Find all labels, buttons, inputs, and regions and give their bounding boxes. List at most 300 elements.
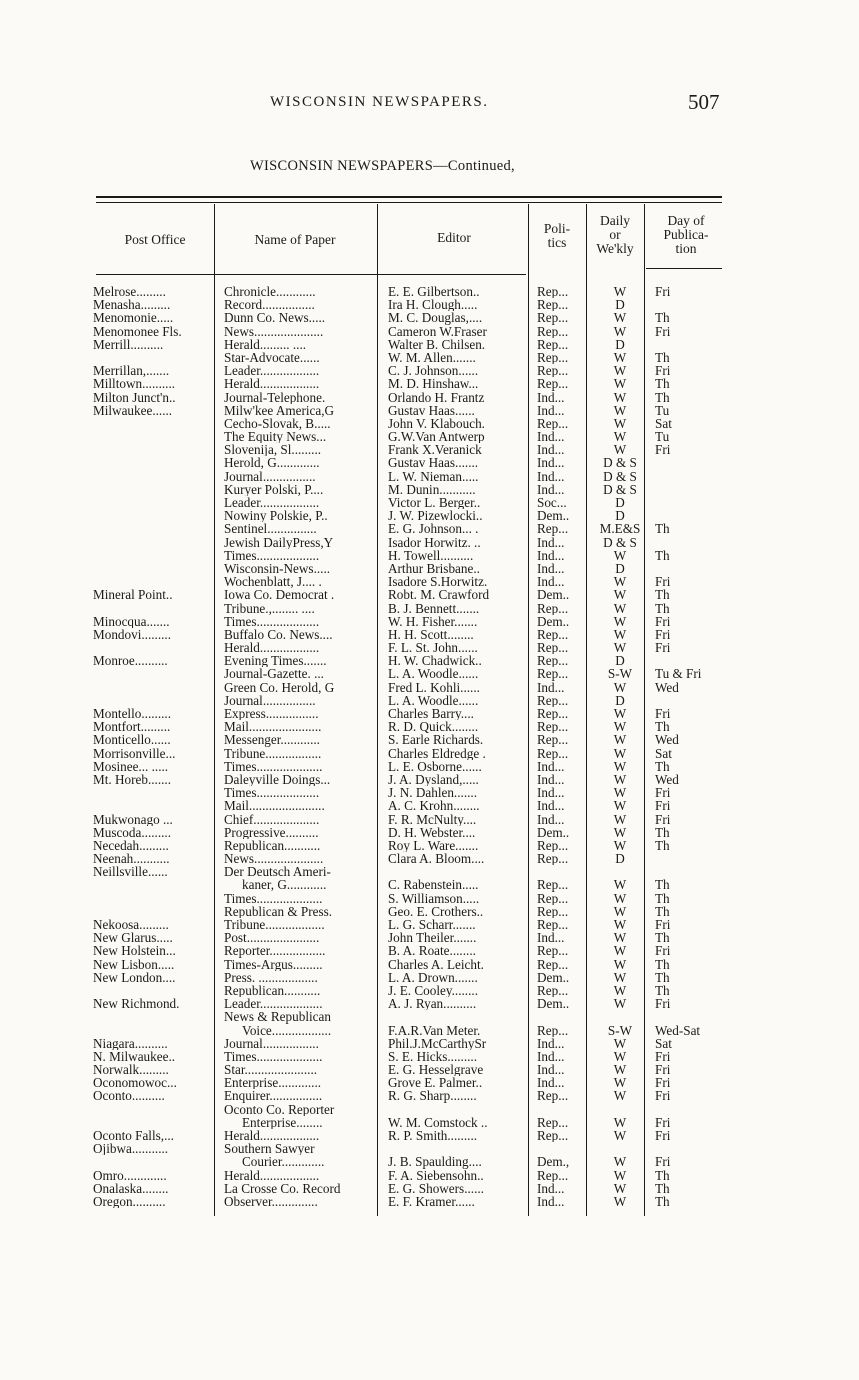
paper-name-cell: The Equity News... xyxy=(224,430,327,444)
table-row xyxy=(0,747,859,760)
publication-day-cell: Fri xyxy=(655,1063,671,1077)
editor-cell: M. Dunin........... xyxy=(388,482,476,497)
table-row xyxy=(0,852,859,865)
daily-weekly-cell: W xyxy=(613,799,627,813)
paper-name-cell: Green Co. Herold, G xyxy=(224,680,335,694)
publication-day-cell: Wed xyxy=(655,772,679,787)
table-row xyxy=(0,654,859,667)
daily-weekly-cell: S-W xyxy=(607,1023,633,1037)
publication-day-cell: Fri xyxy=(655,575,671,589)
editor-cell: John Theiler....... xyxy=(388,931,477,945)
editor-cell: M. C. Douglas,.... xyxy=(388,311,483,325)
editor-cell: L. A. Woodle...... xyxy=(388,667,479,681)
politics-cell: Ind... xyxy=(537,535,565,549)
paper-name-cell: Observer.............. xyxy=(224,1194,318,1209)
table-row xyxy=(0,470,859,483)
politics-cell: Rep... xyxy=(537,522,569,536)
daily-weekly-cell: W xyxy=(613,746,627,760)
paper-name-cell: Sentinel............... xyxy=(224,522,317,536)
paper-name-cell: Record................ xyxy=(224,298,315,312)
editor-cell: Phil.J.McCarthySr xyxy=(388,1036,487,1050)
publication-day-cell: Fri xyxy=(655,786,671,800)
daily-weekly-cell: W xyxy=(613,390,627,404)
publication-day-cell: Fri xyxy=(655,285,671,299)
editor-cell: J. B. Spaulding.... xyxy=(388,1155,482,1169)
editor-cell: C. Rabenstein..... xyxy=(388,878,479,892)
politics-cell: Rep... xyxy=(537,838,569,853)
table-row xyxy=(0,694,859,707)
publication-day-cell: Th xyxy=(655,588,670,602)
daily-weekly-cell: D xyxy=(615,509,625,523)
publication-day-cell: Th xyxy=(655,601,670,615)
daily-weekly-cell: W xyxy=(613,931,627,945)
publication-day-cell: Th xyxy=(655,957,670,971)
publication-day-cell: Tu & Fri xyxy=(655,667,702,681)
table-row xyxy=(0,298,859,311)
editor-cell: F.A.R.Van Meter. xyxy=(388,1023,481,1037)
daily-weekly-cell: W xyxy=(613,548,627,562)
table-row xyxy=(0,615,859,628)
paper-name-cell: Star...................... xyxy=(224,1063,318,1077)
post-office-cell: Onalaska........ xyxy=(93,1181,169,1195)
paper-name-cell: Times.................... xyxy=(224,759,323,773)
paper-name-cell: Tribune................. xyxy=(224,746,322,760)
editor-cell: Geo. E. Crothers.. xyxy=(388,904,484,919)
publication-day-cell: Th xyxy=(655,377,670,391)
daily-weekly-cell: M.E&S xyxy=(599,522,641,536)
publication-day-cell: Th xyxy=(655,1168,670,1182)
daily-weekly-cell: W xyxy=(613,1089,627,1103)
table-row xyxy=(0,786,859,799)
editor-cell: J. A. Dysland,..... xyxy=(388,772,479,787)
table-row xyxy=(0,351,859,364)
table-row xyxy=(0,1037,859,1050)
table-row xyxy=(0,430,859,443)
editor-cell: E. E. Gilbertson.. xyxy=(388,285,480,299)
daily-weekly-cell: W xyxy=(613,772,627,787)
editor-cell: L. A. Woodle...... xyxy=(388,693,479,708)
publication-day-cell: Fri xyxy=(655,812,671,826)
politics-cell: Rep... xyxy=(537,891,569,905)
table-row xyxy=(0,1142,859,1155)
editor-cell: S. Earle Richards. xyxy=(388,733,484,747)
politics-cell: Rep... xyxy=(537,957,569,971)
publication-day-cell: Th xyxy=(655,904,670,919)
paper-name-cell: Herald......... .... xyxy=(224,337,307,351)
paper-name-cell: Southern Sawyer xyxy=(224,1142,315,1156)
daily-weekly-cell: D xyxy=(615,298,625,312)
post-office-cell: Mosinee... ..... xyxy=(93,759,169,773)
table-row xyxy=(0,536,859,549)
paper-name-cell: Express................ xyxy=(224,707,319,721)
politics-cell: Ind... xyxy=(537,469,565,483)
paper-name-cell: Journal-Gazette. ... xyxy=(224,667,324,681)
politics-cell: Rep... xyxy=(537,364,569,378)
politics-cell: Dem.. xyxy=(537,588,570,602)
post-office-cell: Montfort......... xyxy=(93,720,171,734)
daily-weekly-cell: W xyxy=(613,733,627,747)
table-row xyxy=(0,931,859,944)
publication-day-cell: Th xyxy=(655,350,670,365)
daily-weekly-cell: W xyxy=(613,285,627,299)
paper-name-cell: Voice.................. xyxy=(242,1023,332,1037)
table-row xyxy=(0,667,859,680)
daily-weekly-cell: W xyxy=(613,601,627,615)
paper-name-cell: Press. .................. xyxy=(224,970,318,984)
running-title: WISCONSIN NEWSPAPERS. xyxy=(270,94,489,110)
editor-cell: Victor L. Berger.. xyxy=(388,496,481,510)
post-office-cell: Merrillan,....... xyxy=(93,364,170,378)
daily-weekly-cell: W xyxy=(613,416,627,431)
daily-weekly-cell: W xyxy=(613,1194,627,1209)
paper-name-cell: Star-Advocate...... xyxy=(224,350,320,365)
post-office-cell: Mukwonago ... xyxy=(93,812,173,826)
post-office-cell: Mineral Point.. xyxy=(93,588,173,602)
post-office-cell: Montello......... xyxy=(93,707,172,721)
paper-name-cell: Nowiny Polskie, P.. xyxy=(224,509,328,523)
paper-name-cell: Republican........... xyxy=(224,983,321,998)
header-daily-or-weekly: Daily or We'kly xyxy=(596,213,634,256)
daily-weekly-cell: S-W xyxy=(607,667,633,681)
publication-day-cell: Th xyxy=(655,931,670,945)
publication-day-cell: Fri xyxy=(655,1089,671,1103)
paper-name-cell: News..................... xyxy=(224,324,324,338)
post-office-cell: Neenah........... xyxy=(93,852,170,866)
editor-cell: Charles A. Leicht. xyxy=(388,957,484,971)
publication-day-cell: Fri xyxy=(655,997,671,1011)
paper-name-cell: Journal................ xyxy=(224,469,316,483)
editor-cell: Arthur Brisbane.. xyxy=(388,561,480,576)
publication-day-cell: Sat xyxy=(655,746,672,760)
paper-name-cell: Cecho-Slovak, B..... xyxy=(224,416,331,431)
paper-name-cell: Enterprise............. xyxy=(224,1076,322,1090)
daily-weekly-cell: W xyxy=(613,904,627,919)
daily-weekly-cell: W xyxy=(613,1115,627,1130)
post-office-cell: New Richmond. xyxy=(93,997,180,1011)
table-row xyxy=(0,496,859,509)
publication-day-cell: Th xyxy=(655,720,670,734)
page-number: 507 xyxy=(688,90,720,114)
top-rule-thin xyxy=(96,202,722,203)
table-row xyxy=(0,1169,859,1182)
daily-weekly-cell: D xyxy=(615,337,625,351)
post-office-cell: Monticello...... xyxy=(93,733,171,747)
post-office-cell: Oconto.......... xyxy=(93,1089,165,1103)
editor-cell: H. Towell.......... xyxy=(388,548,474,562)
daily-weekly-cell: D xyxy=(615,693,625,708)
table-row xyxy=(0,1129,859,1142)
publication-day-cell: Th xyxy=(655,891,670,905)
post-office-cell: Milwaukee...... xyxy=(93,403,173,417)
politics-cell: Rep... xyxy=(537,1115,569,1130)
editor-cell: E. G. Johnson... . xyxy=(388,522,479,536)
daily-weekly-cell: D & S xyxy=(603,469,637,483)
publication-day-cell: Th xyxy=(655,759,670,773)
table-row xyxy=(0,522,859,535)
politics-cell: Rep... xyxy=(537,852,569,866)
politics-cell: Dem.. xyxy=(537,509,570,523)
table-row xyxy=(0,404,859,417)
table-row xyxy=(0,456,859,469)
post-office-cell: Niagara.......... xyxy=(93,1036,168,1050)
post-office-cell: Muscoda......... xyxy=(93,825,172,839)
table-row xyxy=(0,773,859,786)
post-office-cell: Nekoosa......... xyxy=(93,918,169,932)
politics-cell: Ind... xyxy=(537,443,565,457)
editor-cell: F. L. St. John...... xyxy=(388,641,478,655)
editor-cell: D. H. Webster.... xyxy=(388,825,476,839)
paper-name-cell: Times................... xyxy=(224,786,320,800)
post-office-cell: Neillsville...... xyxy=(93,865,168,879)
politics-cell: Ind... xyxy=(537,812,565,826)
daily-weekly-cell: W xyxy=(613,1129,627,1143)
editor-cell: Isador Horwitz. .. xyxy=(388,535,481,549)
daily-weekly-cell: W xyxy=(613,1155,627,1169)
politics-cell: Ind... xyxy=(537,390,565,404)
table-row xyxy=(0,826,859,839)
politics-cell: Rep... xyxy=(537,1089,569,1103)
paper-name-cell: Wochenblatt, J.... . xyxy=(224,575,322,589)
editor-cell: H. W. Chadwick.. xyxy=(388,654,482,668)
header-post-office: Post Office xyxy=(124,232,186,247)
post-office-cell: Necedah......... xyxy=(93,838,169,853)
politics-cell: Ind... xyxy=(537,680,565,694)
paper-name-cell: Kuryer Polski, P.... xyxy=(224,482,324,497)
paper-name-cell: Buffalo Co. News.... xyxy=(224,627,333,642)
politics-cell: Rep... xyxy=(537,746,569,760)
table-row xyxy=(0,865,859,878)
politics-cell: Ind... xyxy=(537,456,565,470)
politics-cell: Ind... xyxy=(537,759,565,773)
publication-day-cell: Fri xyxy=(655,364,671,378)
paper-name-cell: Oconto Co. Reporter xyxy=(224,1102,335,1116)
post-office-cell: Oregon.......... xyxy=(93,1194,166,1209)
politics-cell: Rep... xyxy=(537,601,569,615)
post-office-cell: Melrose......... xyxy=(93,285,166,299)
publication-day-cell: Fri xyxy=(655,944,671,958)
editor-cell: R. P. Smith......... xyxy=(388,1129,478,1143)
table-row xyxy=(0,575,859,588)
table-row xyxy=(0,760,859,773)
table-row xyxy=(0,839,859,852)
post-office-cell: Oconomowoc... xyxy=(93,1076,177,1090)
table-row xyxy=(0,1155,859,1168)
paper-name-cell: News..................... xyxy=(224,852,324,866)
paper-name-cell: Enterprise........ xyxy=(242,1115,323,1130)
publication-day-cell: Fri xyxy=(655,918,671,932)
daily-weekly-cell: W xyxy=(613,720,627,734)
daily-weekly-cell: D xyxy=(615,496,625,510)
paper-name-cell: Slovenija, Sl......... xyxy=(224,443,322,457)
table-row xyxy=(0,483,859,496)
paper-name-cell: Republican........... xyxy=(224,838,321,853)
editor-cell: S. E. Hicks......... xyxy=(388,1049,478,1064)
table-row xyxy=(0,681,859,694)
editor-cell: Robt. M. Crawford xyxy=(388,588,490,602)
publication-day-cell: Wed xyxy=(655,733,679,747)
editor-cell: C. J. Johnson...... xyxy=(388,364,479,378)
editor-cell: F. A. Siebensohn.. xyxy=(388,1168,484,1182)
paper-name-cell: Post...................... xyxy=(224,931,320,945)
editor-cell: Walter B. Chilsen. xyxy=(388,337,486,351)
politics-cell: Rep... xyxy=(537,667,569,681)
table-row xyxy=(0,325,859,338)
daily-weekly-cell: W xyxy=(613,364,627,378)
paper-name-cell: Iowa Co. Democrat . xyxy=(224,588,335,602)
editor-cell: Frank X.Veranick xyxy=(388,443,482,457)
publication-day-cell: Fri xyxy=(655,641,671,655)
paper-name-cell: Enquirer................ xyxy=(224,1089,323,1103)
editor-cell: E. F. Kramer...... xyxy=(388,1194,475,1209)
politics-cell: Ind... xyxy=(537,772,565,787)
publication-day-cell: Th xyxy=(655,522,670,536)
politics-cell: Ind... xyxy=(537,786,565,800)
daily-weekly-cell: W xyxy=(613,838,627,853)
table-row xyxy=(0,1076,859,1089)
daily-weekly-cell: W xyxy=(613,944,627,958)
post-office-cell: Omro............. xyxy=(93,1168,167,1182)
publication-day-cell: Fri xyxy=(655,443,671,457)
post-office-cell: Morrisonville... xyxy=(93,746,176,760)
daily-weekly-cell: W xyxy=(613,918,627,932)
paper-name-cell: Messenger............ xyxy=(224,733,320,747)
politics-cell: Ind... xyxy=(537,1036,565,1050)
politics-cell: Rep... xyxy=(537,707,569,721)
table-row xyxy=(0,878,859,891)
paper-name-cell: Jewish DailyPress,Y xyxy=(224,535,334,549)
table-row xyxy=(0,799,859,812)
paper-name-cell: Herold, G............. xyxy=(224,456,320,470)
daily-weekly-cell: W xyxy=(613,997,627,1011)
politics-cell: Ind... xyxy=(537,1063,565,1077)
paper-name-cell: kaner, G............ xyxy=(242,878,327,892)
publication-day-cell: Fri xyxy=(655,799,671,813)
editor-cell: R. D. Quick........ xyxy=(388,720,479,734)
daily-weekly-cell: W xyxy=(613,614,627,628)
daily-weekly-cell: W xyxy=(613,1076,627,1090)
daily-weekly-cell: W xyxy=(613,1036,627,1050)
politics-cell: Rep... xyxy=(537,1023,569,1037)
daily-weekly-cell: W xyxy=(613,1168,627,1182)
running-head xyxy=(0,90,859,118)
daily-weekly-cell: W xyxy=(613,443,627,457)
table-row xyxy=(0,1010,859,1023)
publication-day-cell: Fri xyxy=(655,627,671,642)
publication-day-cell: Th xyxy=(655,825,670,839)
table-row xyxy=(0,1063,859,1076)
editor-cell: Cameron W.Fraser xyxy=(388,324,487,338)
paper-name-cell: Mail...................... xyxy=(224,720,322,734)
header-day-of-publication: Day of Publica- tion xyxy=(663,213,709,256)
publication-day-cell: Fri xyxy=(655,1076,671,1090)
politics-cell: Rep... xyxy=(537,324,569,338)
table-row xyxy=(0,997,859,1010)
post-office-cell: New London.... xyxy=(93,970,176,984)
publication-day-cell: Sat xyxy=(655,416,672,431)
daily-weekly-cell: W xyxy=(613,575,627,589)
paper-name-cell: Leader.................. xyxy=(224,496,320,510)
politics-cell: Rep... xyxy=(537,878,569,892)
publication-day-cell: Sat xyxy=(655,1036,672,1050)
publication-day-cell: Fri xyxy=(655,1049,671,1064)
table-row xyxy=(0,391,859,404)
politics-cell: Dem.. xyxy=(537,997,570,1011)
header-underline-left xyxy=(96,274,526,275)
publication-day-cell: Th xyxy=(655,1194,670,1209)
politics-cell: Ind... xyxy=(537,548,565,562)
politics-cell: Rep... xyxy=(537,377,569,391)
paper-name-cell: Chief.................... xyxy=(224,812,320,826)
publication-day-cell: Fri xyxy=(655,1115,671,1130)
header-name-of-paper: Name of Paper xyxy=(254,232,336,247)
post-office-cell: Milton Junct'n.. xyxy=(93,390,176,404)
paper-name-cell: Reporter................. xyxy=(224,944,326,958)
editor-cell: Isadore S.Horwitz. xyxy=(388,575,488,589)
table-row xyxy=(0,311,859,324)
politics-cell: Rep... xyxy=(537,1168,569,1182)
paper-name-cell: Herald.................. xyxy=(224,641,320,655)
politics-cell: Rep... xyxy=(537,720,569,734)
editor-cell: W. M. Allen....... xyxy=(388,350,476,365)
publication-day-cell: Th xyxy=(655,548,670,562)
editor-cell: John V. Klabouch. xyxy=(388,416,485,431)
editor-cell: H. H. Scott........ xyxy=(388,627,474,642)
table-row xyxy=(0,1182,859,1195)
politics-cell: Rep... xyxy=(537,641,569,655)
daily-weekly-cell: W xyxy=(613,970,627,984)
table-row xyxy=(0,707,859,720)
politics-cell: Ind... xyxy=(537,575,565,589)
paper-name-cell: Evening Times....... xyxy=(224,654,327,668)
politics-cell: Rep... xyxy=(537,298,569,312)
daily-weekly-cell: W xyxy=(613,680,627,694)
daily-weekly-cell: D xyxy=(615,654,625,668)
table-body xyxy=(0,285,859,1208)
publication-day-cell: Th xyxy=(655,311,670,325)
publication-day-cell: Fri xyxy=(655,707,671,721)
post-office-cell: Menomonie..... xyxy=(93,311,174,325)
editor-cell: Gustav Haas...... xyxy=(388,403,475,417)
politics-cell: Ind... xyxy=(537,561,565,576)
politics-cell: Rep... xyxy=(537,1129,569,1143)
politics-cell: Rep... xyxy=(537,311,569,325)
editor-cell: S. Williamson..... xyxy=(388,891,480,905)
editor-cell: L. E. Osborne...... xyxy=(388,759,482,773)
daily-weekly-cell: W xyxy=(613,350,627,365)
paper-name-cell: Chronicle............ xyxy=(224,285,316,299)
daily-weekly-cell: W xyxy=(613,641,627,655)
post-office-cell: Milltown.......... xyxy=(93,377,176,391)
paper-name-cell: Der Deutsch Ameri- xyxy=(224,865,331,879)
politics-cell: Ind... xyxy=(537,1076,565,1090)
table-row xyxy=(0,588,859,601)
publication-day-cell: Th xyxy=(655,983,670,998)
editor-cell: A. J. Ryan.......... xyxy=(388,997,477,1011)
publication-day-cell: Th xyxy=(655,970,670,984)
publication-day-cell: Th xyxy=(655,390,670,404)
daily-weekly-cell: D & S xyxy=(603,535,637,549)
post-office-cell: New Lisbon..... xyxy=(93,957,175,971)
daily-weekly-cell: W xyxy=(613,311,627,325)
paper-name-cell: Times.................... xyxy=(224,891,323,905)
daily-weekly-cell: W xyxy=(613,403,627,417)
table-row xyxy=(0,364,859,377)
politics-cell: Ind... xyxy=(537,1194,565,1209)
daily-weekly-cell: D xyxy=(615,852,625,866)
paper-name-cell: Courier............. xyxy=(242,1155,325,1169)
politics-cell: Rep... xyxy=(537,627,569,642)
daily-weekly-cell: W xyxy=(613,891,627,905)
